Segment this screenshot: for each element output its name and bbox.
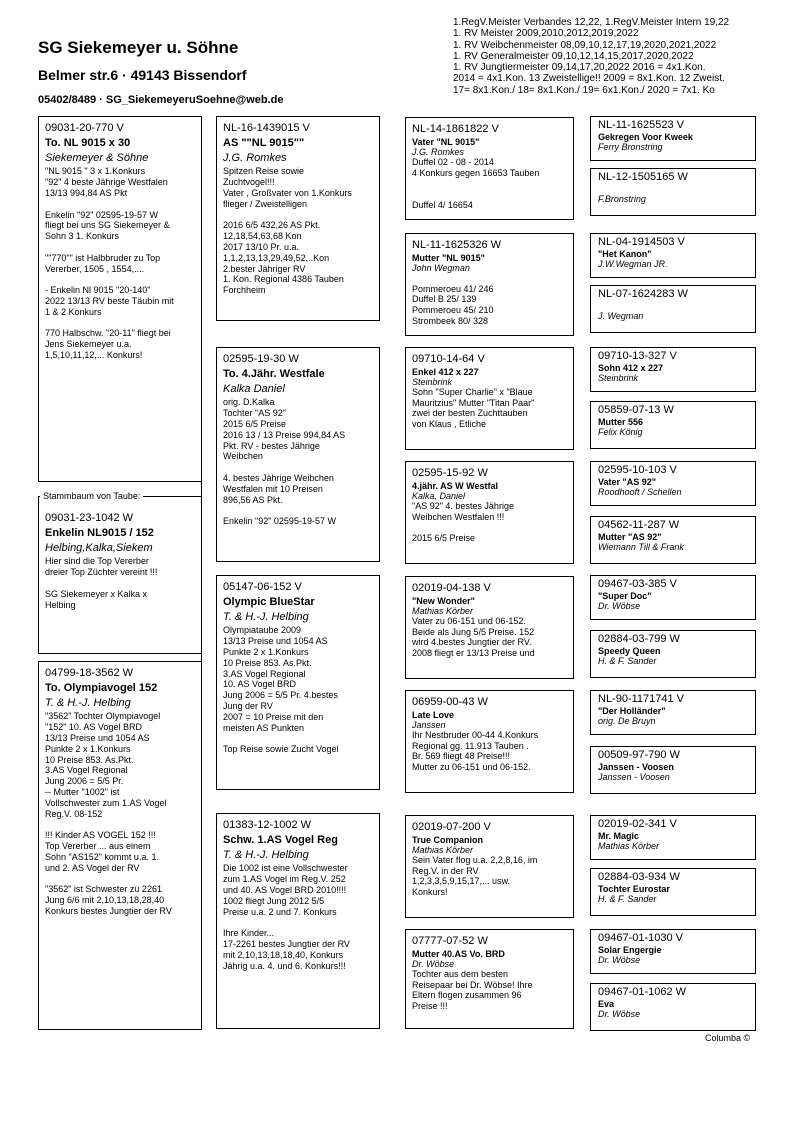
ring-number: 09031-20-770 V (45, 122, 124, 134)
note-line (45, 274, 195, 285)
achievements-list (453, 17, 729, 96)
note-line: 3.AS Vogel Regional (223, 668, 306, 679)
pigeon-card-gen3 (590, 461, 756, 506)
pigeon-name: Olympic BlueStar (223, 595, 315, 608)
achievement-line: 1. RV Meister 2009,2010,2012,2019,2022 (453, 28, 639, 40)
note-line: dreier Top Züchter vereint !!! (45, 567, 158, 578)
pigeon-name: Mutter "NL 9015" (412, 252, 485, 263)
pigeon-card-gen2 (405, 576, 574, 679)
pigeon-card-gen3 (590, 746, 756, 794)
note-line: 2008 fliegt er 13/13 Preise und (412, 648, 535, 659)
pigeon-card-gen3 (590, 575, 756, 620)
note-line (412, 178, 567, 189)
note-line: 1,1,2,13,13,29,49,52,..Kon (223, 252, 330, 263)
ring-number: 06959-00-43 W (412, 696, 488, 708)
pigeon-name: Mutter 556 (598, 416, 644, 427)
note-line: Mauritzius" Mutter "Titan Paar" (412, 397, 535, 408)
breeder-name: Dr. Wöbse (598, 600, 641, 611)
ring-number: 02019-02-341 V (598, 818, 677, 830)
note-line: 17-2261 bestes Jungtier der RV (223, 938, 350, 949)
note-line (412, 273, 567, 284)
ring-number: 04562-11-287 W (598, 519, 680, 531)
breeder-name: Roodhooft / Schellen (598, 486, 682, 497)
note-line (45, 242, 195, 253)
achievement-line: 2014 = 4x1.Kon. 13 Zweistellige!! 2009 = 8x1.Kon. 12 Zweist. (453, 73, 725, 85)
note-line: und 2. AS Vogel der RV (45, 862, 140, 873)
breeder-name: H. & F. Sander (598, 655, 657, 666)
note-line: Jens Siekemeyer u.a. (45, 339, 132, 350)
note-line: Helbing (45, 599, 76, 610)
note-line: 13/13 994,84 AS Pkt (45, 187, 128, 198)
note-line: zum 1.AS Vogel im Reg.V. 252 (223, 874, 346, 885)
breeder-name: orig. De Bruyn (598, 715, 656, 726)
note-line: Jung 2006 = 5/5 Pr. (45, 776, 124, 787)
note-line: Olympiataube 2009 (223, 625, 302, 636)
note-line: Westfalen mit 10 Preisen (223, 483, 323, 494)
ring-number: 02595-15-92 W (412, 467, 488, 479)
pigeon-notes (223, 166, 373, 296)
breeder-name: Kalka, Daniel (412, 490, 466, 501)
note-line: "AS 92" 4. bestes Jährige (412, 500, 514, 511)
note-line: Zuchtvogel!!! (223, 177, 275, 188)
breeder-name: Mathias Körber (412, 844, 474, 855)
note-line: Enkelin "92" 02595-19-57 W (45, 209, 158, 220)
note-line: - Enkelin Nl 9015 "20-140" (45, 285, 151, 296)
breeder-name: J.W.Wegman JR. (598, 258, 668, 269)
pigeon-notes (223, 625, 373, 755)
note-line: Beide als Jung 5/5 Preise. 152 (412, 626, 535, 637)
note-line: orig. D.Kalka (223, 397, 275, 408)
pigeon-notes (412, 969, 567, 1012)
pigeon-card-pedigree-of (38, 496, 202, 654)
note-line: Hier sind die Top Vererber (45, 556, 149, 567)
pigeon-card-gen3 (590, 690, 756, 735)
note-line: 2016 13 / 13 Preise 994,84 AS (223, 429, 346, 440)
ring-number: 09710-13-327 V (598, 350, 677, 362)
note-line: 13/13 Preise und 1054 AS (223, 636, 328, 647)
note-line: Regional gg. 11.913 Tauben . (412, 740, 529, 751)
pedigree-label: Stammbaum von Taube: (40, 491, 143, 501)
note-line: Duffel B 25/ 139 (412, 294, 477, 305)
note-line: Konkurs! (412, 887, 448, 898)
pigeon-card-gen1 (216, 813, 380, 1029)
note-line: Forchheim (223, 285, 266, 296)
pigeon-notes (412, 387, 567, 430)
pigeon-card-subject (38, 116, 202, 482)
note-line: 13/13 Preise und 1054 AS (45, 732, 150, 743)
ring-number: 09031-23-1042 W (45, 512, 134, 524)
note-line: 1,2,3,3,5,9,15,17,... usw. (412, 876, 511, 887)
ring-number: 07777-07-52 W (412, 935, 488, 947)
note-line: Tochter aus dem besten (412, 968, 509, 979)
pigeon-card-gen1 (216, 347, 380, 562)
ring-number: 09467-01-1030 V (598, 932, 684, 944)
pigeon-name: Eva (598, 998, 615, 1009)
note-line: !!! Kinder AS VOGEL 152 !!! (45, 830, 156, 841)
breeder-name: Dr. Wöbse (412, 958, 455, 969)
note-line: flieger / Zweistelligen (223, 198, 308, 209)
contact-line: 05402/8489 · SG_SiekemeyeruSoehne@web.de (38, 94, 284, 106)
ring-number: NL-07-1624283 W (598, 288, 688, 300)
note-line: Reisepaar bei Dr. Wöbse! Ihre (412, 979, 533, 990)
ring-number: 09710-14-64 V (412, 353, 485, 365)
ring-number: 09467-01-1062 W (598, 986, 687, 998)
pigeon-notes (412, 273, 567, 327)
pigeon-notes (223, 397, 373, 527)
pigeon-card-gen2 (405, 815, 574, 918)
note-line (223, 505, 373, 516)
ring-number: 05859-07-13 W (598, 404, 674, 416)
address: Belmer str.6 · 49143 Bissendorf (38, 67, 247, 83)
note-line: "NL 9015 " 3 x 1.Konkurs (45, 166, 146, 177)
note-line (223, 917, 373, 928)
ring-number: NL-11-1625523 V (598, 119, 685, 131)
note-line: "3562" ist Schwester zu 2261 (45, 884, 162, 895)
note-line: 770 Halbschw. "20-11" fliegt bei (45, 328, 171, 339)
note-line: Sohn "AS152" kommt u.a. 1. (45, 851, 159, 862)
note-line (45, 873, 195, 884)
note-line: 1,5,10,11,12,... Konkurs! (45, 349, 143, 360)
note-line: 2007 = 10 Preise mit den (223, 711, 324, 722)
ring-number: NL-90-1171741 V (598, 693, 685, 705)
note-line: 2017 13/10 Pr. u.a. (223, 241, 300, 252)
note-line: mit 2,10,13,18,18,40, Konkurs (223, 949, 344, 960)
note-line: fliegt bei uns SG Siekemeyer & (45, 220, 170, 231)
note-line: 1 & 2 Konkurs (45, 306, 102, 317)
note-line: Sohn "Super Charlie" x "Blaue (412, 386, 533, 397)
note-line: -- Mutter "1002" ist (45, 786, 120, 797)
note-line: Top Vererber ... aus einem (45, 840, 151, 851)
breeder-name: Ferry Bronstring (598, 141, 663, 152)
breeder-name: T. & H.-J. Helbing (45, 696, 131, 709)
note-line: Br. 569 fliegt 48 Preise!!! (412, 751, 511, 762)
pigeon-name: Vater "AS 92" (598, 476, 657, 487)
pigeon-name: Mutter 40.AS Vo. BRD (412, 948, 505, 959)
breeder-name: Wiemann Till & Frank (598, 541, 684, 552)
pigeon-notes (45, 711, 195, 916)
note-line: wird 4.bestes Jungtier der RV. (412, 637, 532, 648)
note-line: ""770"" ist Halbbruder zu Top (45, 252, 161, 263)
pigeon-name: To. Olympiavogel 152 (45, 681, 158, 694)
breeder-name: Kalka Daniel (223, 382, 285, 395)
note-line: Duffel 02 - 08 - 2014 (412, 156, 494, 167)
pigeon-name: "Super Doc" (598, 590, 652, 601)
note-line: 2015 6/5 Preise (223, 418, 287, 429)
note-line: Mutter zu 06-151 und 06-152. (412, 762, 531, 773)
pigeon-card-gen3 (590, 983, 756, 1031)
note-line: Preise !!! (412, 1001, 448, 1012)
pigeon-name (598, 184, 748, 194)
breeder-name: H. & F. Sander (598, 893, 657, 904)
pigeon-card-gen3 (590, 285, 756, 333)
note-line: Preise u.a. 2 und 7. Konkurs (223, 906, 337, 917)
breeder-name: Dr. Wöbse (598, 954, 641, 965)
breeder-name: Mathias Körber (412, 605, 474, 616)
breeder-name: Mathias Körber (598, 840, 660, 851)
note-line: Pkt. RV - bestes Jährige (223, 440, 320, 451)
note-line (412, 522, 567, 533)
breeder-name: Felix König (598, 426, 643, 437)
pigeon-name: "Het Kanon" (598, 248, 652, 259)
note-line: Vollschwester zum 1.AS Vogel (45, 797, 167, 808)
ring-number: 02595-19-30 W (223, 353, 299, 365)
pigeon-notes (412, 157, 567, 211)
pigeon-name: Mutter "AS 92" (598, 531, 662, 542)
pigeon-name: Schw. 1.AS Vogel Reg (223, 833, 338, 846)
ring-number: 04799-18-3562 W (45, 667, 134, 679)
note-line (412, 189, 567, 200)
note-line: SG Siekemeyer x Kalka x (45, 588, 148, 599)
note-line: Strombeek 80/ 328 (412, 315, 489, 326)
pigeon-card-gen3 (590, 630, 756, 678)
pigeon-name: Tochter Eurostar (598, 883, 670, 894)
pigeon-card-gen2 (405, 929, 574, 1029)
pigeon-card-gen3 (590, 401, 756, 449)
note-line (223, 462, 373, 473)
pigeon-name: Sohn 412 x 227 (598, 362, 664, 373)
pigeon-name: Mr. Magic (598, 830, 640, 841)
ring-number: 02019-07-200 V (412, 821, 491, 833)
note-line: 10 Preise 853. As.Pkt. (45, 754, 134, 765)
achievement-line: 1. RV Weibchenmeister 08,09,10,12,17,19,2020,2021,2022 (453, 39, 717, 51)
pigeon-name: "New Wonder" (412, 595, 475, 606)
breeder-name: Dr. Wöbse (598, 1008, 641, 1019)
breeder-name: Steinbrink (598, 372, 639, 383)
ring-number: 02884-03-799 W (598, 633, 680, 645)
note-line: zwei der besten Zuchttauben (412, 408, 528, 419)
pigeon-card-gen3 (590, 233, 756, 278)
ring-number: 02884-03-934 W (598, 871, 680, 883)
pigeon-name: AS ""NL 9015"" (223, 136, 305, 149)
note-line: Vater zu 06-151 und 06-152. (412, 615, 526, 626)
pigeon-name: Speedy Queen (598, 645, 661, 656)
breeder-name: J.G. Romkes (412, 146, 465, 157)
note-line: Jung 6/6 mit 2,10,13,18,28,40 (45, 894, 165, 905)
pigeon-name: Vater "NL 9015" (412, 136, 480, 147)
pigeon-notes (223, 863, 373, 971)
pigeon-card-gen1 (216, 575, 380, 790)
pigeon-card-gen2 (405, 347, 574, 450)
note-line: "152" 10. AS Vogel BRD (45, 722, 142, 733)
breeder-name: T. & H.-J. Helbing (223, 848, 309, 861)
ring-number: NL-12-1505165 W (598, 171, 688, 183)
note-line: Die 1002 ist eine Vollschwester (223, 863, 348, 874)
note-line: Weibchen (223, 451, 263, 462)
breeder-name: J. Wegman (598, 310, 644, 321)
ring-number: 01383-12-1002 W (223, 819, 312, 831)
note-line: Konkurs bestes Jungtier der RV (45, 905, 172, 916)
pigeon-notes (412, 501, 567, 544)
note-line (223, 210, 373, 221)
note-line: Reg.V. in der RV (412, 865, 479, 876)
ring-number: NL-14-1861822 V (412, 123, 499, 135)
pigeon-card-gen2 (405, 690, 574, 793)
achievement-line: 1. RV Jungtiermeister 09,14,17,20,2022 2016 = 4x1.Kon. (453, 62, 706, 74)
note-line: 10 Preise 853. As.Pkt. (223, 657, 312, 668)
note-line: Sein Vater flog u.a. 2,2,8,16, im (412, 854, 538, 865)
ring-number: NL-11-1625326 W (412, 239, 502, 251)
pigeon-name: Late Love (412, 709, 455, 720)
note-line: Tochter "AS 92" (223, 408, 286, 419)
note-line: 2016 6/5 432,26 AS Pkt. (223, 220, 321, 231)
breeder-name: F.Bronstring (598, 193, 646, 204)
note-line (45, 578, 195, 589)
pigeon-card-mother (38, 661, 202, 1030)
note-line: 1. Kon. Regional 4386 Tauben (223, 274, 344, 285)
breeder-name: T. & H.-J. Helbing (223, 610, 309, 623)
pigeon-name (598, 301, 748, 311)
note-line: Punkte 2 x 1.Konkurs (45, 743, 131, 754)
note-line: 12,18,54,63,68 Kon (223, 231, 302, 242)
pigeon-card-gen3 (590, 929, 756, 974)
note-line: Jung der RV (223, 700, 273, 711)
note-line: von Klaus , Etliche (412, 419, 487, 430)
pigeon-name: Janssen - Voosen (598, 761, 674, 772)
pigeon-card-gen3 (590, 868, 756, 916)
note-line: Pommeroeu 45/ 210 (412, 305, 494, 316)
breeder-name: Helbing,Kalka,Siekem (45, 541, 153, 554)
ring-number: NL-04-1914503 V (598, 236, 685, 248)
note-line: Punkte 2 x 1.Konkurs (223, 646, 309, 657)
pigeon-card-gen3 (590, 168, 756, 216)
note-line (45, 199, 195, 210)
pigeon-name: To. NL 9015 x 30 (45, 136, 131, 149)
pigeon-name: Solar Engergie (598, 944, 662, 955)
ring-number: 02019-04-138 V (412, 582, 491, 594)
breeder-name: J.G. Romkes (223, 151, 287, 164)
pigeon-notes (45, 556, 195, 610)
note-line: "3562" Tochter Olympiavogel (45, 711, 161, 722)
ring-number: 09467-03-385 V (598, 578, 677, 590)
pigeon-card-gen2 (405, 117, 574, 220)
ring-number: NL-16-1439015 V (223, 122, 310, 134)
note-line: 4 Konkurs gegen 16653 Tauben (412, 167, 540, 178)
note-line: Vater , Großvater von 1.Konkurs (223, 187, 352, 198)
ring-number: 00509-97-790 W (598, 749, 680, 761)
note-line: Ihre Kinder... (223, 928, 275, 939)
footer-credit: Columba © (705, 1033, 751, 1043)
note-line: Eltern flogen zusammen 96 (412, 990, 522, 1001)
ring-number: 02595-10-103 V (598, 464, 677, 476)
pigeon-card-gen3 (590, 815, 756, 860)
note-line: Spitzen Reise sowie (223, 166, 305, 177)
note-line: Jährig u.a. 4. und 6. Konkurs!!! (223, 960, 346, 971)
ring-number: 05147-06-152 V (223, 581, 302, 593)
pigeon-card-gen3 (590, 516, 756, 564)
note-line: 4. bestes Jährige Weibchen (223, 472, 334, 483)
note-line: 896,56 AS Pkt. (223, 494, 283, 505)
note-line (223, 733, 373, 744)
note-line: 2015 6/5 Preise (412, 533, 476, 544)
page-title: SG Siekemeyer u. Söhne (38, 38, 239, 57)
note-line: Vererber, 1505 , 1554,.... (45, 263, 145, 274)
pigeon-name: Enkel 412 x 227 (412, 366, 479, 377)
pigeon-notes (412, 730, 567, 773)
note-line: Reg.V. 08-152 (45, 808, 103, 819)
note-line: und 40. AS Vogel BRD 2010!!!! (223, 884, 347, 895)
note-line: 10. AS Vogel BRD (223, 679, 297, 690)
pigeon-card-gen3 (590, 347, 756, 392)
pigeon-notes (45, 166, 195, 360)
breeder-name: Janssen (412, 719, 446, 730)
pigeon-name: Gekregen Voor Kweek (598, 131, 693, 142)
pigeon-name: Enkelin NL9015 / 152 (45, 526, 154, 539)
note-line: 2.bester Jähriger RV (223, 263, 306, 274)
note-line: "92" 4 beste Jährige Westfalen (45, 177, 168, 188)
achievement-line: 1. RV Generalmeister 09,10,12,14,15,2017,2020,2022 (453, 50, 694, 62)
pigeon-name: To. 4.Jähr. Westfale (223, 367, 325, 380)
note-line: Sohn 3 1. Konkurs (45, 231, 120, 242)
breeder-name: Janssen - Voosen (598, 771, 670, 782)
note-line: Enkelin "92" 02595-19-57 W (223, 516, 336, 527)
pigeon-name: True Companion (412, 834, 484, 845)
note-line: Jung 2006 = 5/5 Pr. 4.bestes (223, 690, 338, 701)
note-line: 2022 13/13 RV beste Täubin mit (45, 295, 174, 306)
achievement-line: 17= 8x1.Kon./ 18= 8x1.Kon./ 19= 6x1.Kon./ 2020 = 7x1. Ko (453, 84, 715, 96)
note-line (45, 318, 195, 329)
note-line: 3.AS Vogel Regional (45, 765, 128, 776)
pigeon-notes (412, 616, 567, 659)
note-line: 1002 fliegt Jung 2012 5/5 (223, 895, 325, 906)
pigeon-notes (412, 855, 567, 898)
note-line: Weibchen Westfalen !!! (412, 511, 505, 522)
pigeon-name: "Der Holländer" (598, 705, 666, 716)
note-line: Top Reise sowie Zucht Vogel (223, 744, 339, 755)
achievement-line: 1.RegV.Meister Verbandes 12,22, 1.RegV.Meister Intern 19,22 (453, 17, 730, 28)
note-line (45, 819, 195, 830)
note-line: meisten AS Punkten (223, 722, 305, 733)
pigeon-card-gen3 (590, 116, 756, 161)
note-line: Duffel 4/ 16654 (412, 199, 473, 210)
breeder-name: John Wegman (412, 262, 470, 273)
pigeon-card-gen2 (405, 461, 574, 564)
breeder-name: Steinbrink (412, 376, 453, 387)
breeder-name: Siekemeyer & Söhne (45, 151, 149, 164)
note-line: Pommeroeu 41/ 246 (412, 283, 494, 294)
pigeon-name: 4.jähr. AS W Westfal (412, 480, 499, 491)
pigeon-card-gen1 (216, 116, 380, 321)
note-line: Ihr Nestbruder 00-44 4.Konkurs (412, 729, 539, 740)
pigeon-card-gen2 (405, 233, 574, 336)
